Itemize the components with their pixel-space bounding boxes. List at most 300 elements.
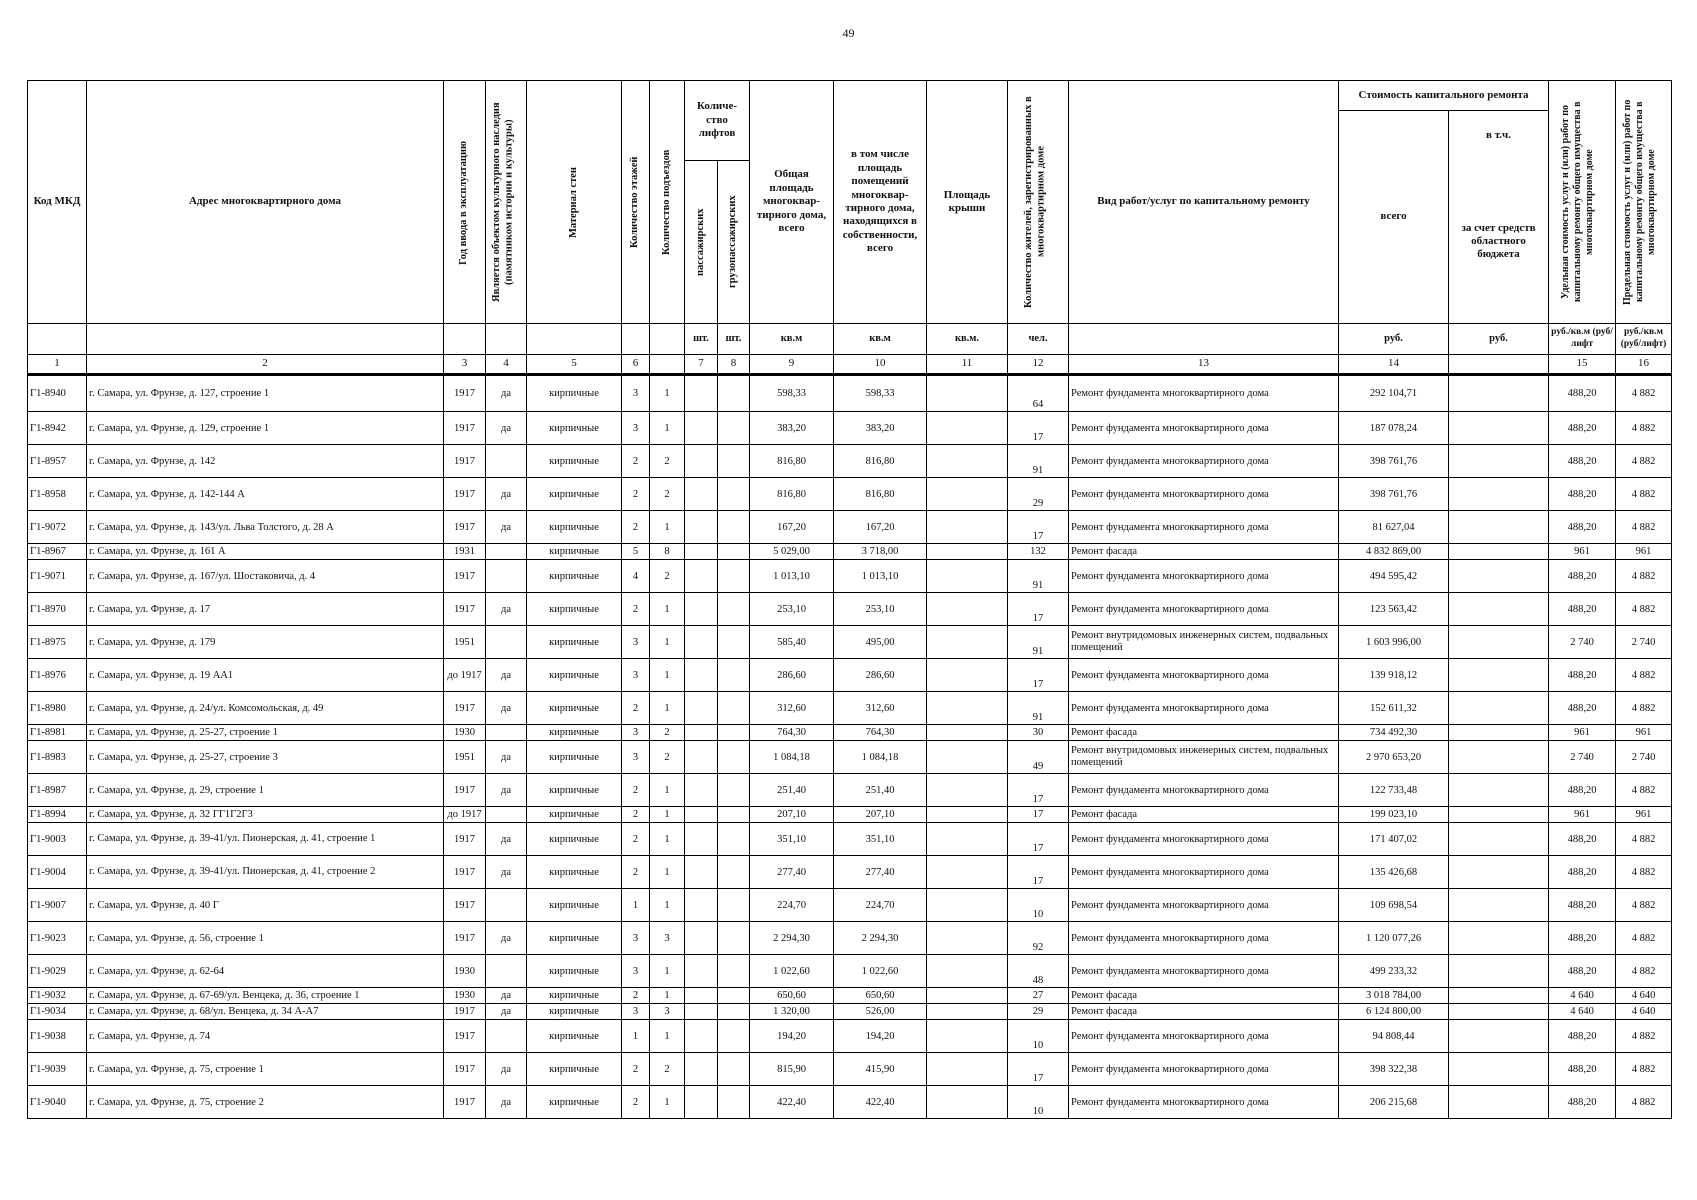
cell-area-owned: 598,33 <box>834 375 927 412</box>
cell-area-owned: 1 013,10 <box>834 560 927 593</box>
cell-kod: Г1-9032 <box>28 988 87 1004</box>
cell-address: г. Самара, ул. Фрунзе, д. 39-41/ул. Пионерская, д. 41, строение 1 <box>87 823 444 856</box>
cell-lifts-cargo <box>718 445 750 478</box>
cell-lifts-pass <box>685 692 718 725</box>
cell-lifts-pass <box>685 511 718 544</box>
cell-kod: Г1-9072 <box>28 511 87 544</box>
cell-lifts-cargo <box>718 823 750 856</box>
table-row <box>28 593 1672 626</box>
cell-material: кирпичные <box>527 593 622 626</box>
cell-cost-total: 398 761,76 <box>1339 445 1449 478</box>
cell-floors: 3 <box>622 659 650 692</box>
cell-material: кирпичные <box>527 807 622 823</box>
cell-roof-area <box>927 922 1008 955</box>
cell-entrances: 1 <box>650 1020 685 1053</box>
cell-lifts-pass <box>685 955 718 988</box>
cell-residents: 49 <box>1008 741 1069 774</box>
cell-cost-total: 187 078,24 <box>1339 412 1449 445</box>
cell-cost-regional <box>1449 774 1549 807</box>
table-row <box>28 511 1672 544</box>
column-number: 7 <box>685 355 718 375</box>
cell-address: г. Самара, ул. Фрунзе, д. 167/ул. Шостаковича, д. 4 <box>87 560 444 593</box>
cell-unit-cost: 488,20 <box>1549 955 1616 988</box>
cell-year: 1917 <box>444 823 486 856</box>
cell-address: г. Самара, ул. Фрунзе, д. 161 А <box>87 544 444 560</box>
cell-area-owned: 383,20 <box>834 412 927 445</box>
cell-lifts-cargo <box>718 659 750 692</box>
cell-address: г. Самара, ул. Фрунзе, д. 19 АА1 <box>87 659 444 692</box>
cell-heritage <box>486 445 527 478</box>
column-number: 12 <box>1008 355 1069 375</box>
column-number: 16 <box>1616 355 1672 375</box>
cell-kod: Г1-9038 <box>28 1020 87 1053</box>
cell-area-total: 224,70 <box>750 889 834 922</box>
column-number <box>650 355 685 375</box>
header-roof-area: Площадь крыши <box>927 81 1008 324</box>
unit-lifts-pass: шт. <box>685 324 718 355</box>
cell-cost-regional <box>1449 725 1549 741</box>
cell-unit-cost: 488,20 <box>1549 478 1616 511</box>
cell-cost-regional <box>1449 659 1549 692</box>
cell-max-cost: 961 <box>1616 544 1672 560</box>
cell-work-type: Ремонт фундамента многоквартирного дома <box>1069 922 1339 955</box>
column-number: 3 <box>444 355 486 375</box>
cell-unit-cost: 4 640 <box>1549 988 1616 1004</box>
cell-lifts-pass <box>685 1086 718 1119</box>
cell-kod: Г1-8958 <box>28 478 87 511</box>
cell-lifts-cargo <box>718 544 750 560</box>
cell-area-owned: 194,20 <box>834 1020 927 1053</box>
cell-cost-total: 135 426,68 <box>1339 856 1449 889</box>
cell-year: 1917 <box>444 445 486 478</box>
cell-address: г. Самара, ул. Фрунзе, д. 40 Г <box>87 889 444 922</box>
header-address: Адрес многоквартирного дома <box>87 81 444 324</box>
cell-area-owned: 351,10 <box>834 823 927 856</box>
unit-lifts-cargo: шт. <box>718 324 750 355</box>
cell-heritage <box>486 955 527 988</box>
cell-floors: 5 <box>622 544 650 560</box>
cell-address: г. Самара, ул. Фрунзе, д. 142-144 А <box>87 478 444 511</box>
cell-address: г. Самара, ул. Фрунзе, д. 68/ул. Венцека, д. 34 А-А7 <box>87 1004 444 1020</box>
unit-cell <box>1069 324 1339 355</box>
cell-entrances: 1 <box>650 511 685 544</box>
cell-year: 1917 <box>444 1053 486 1086</box>
cell-lifts-pass <box>685 626 718 659</box>
cell-unit-cost: 4 640 <box>1549 1004 1616 1020</box>
cell-lifts-pass <box>685 922 718 955</box>
column-number: 11 <box>927 355 1008 375</box>
cell-kod: Г1-8970 <box>28 593 87 626</box>
cell-area-owned: 1 022,60 <box>834 955 927 988</box>
header-lifts-cargo: грузопассажирских <box>718 161 750 324</box>
cell-roof-area <box>927 774 1008 807</box>
cell-residents: 17 <box>1008 412 1069 445</box>
cell-area-owned: 277,40 <box>834 856 927 889</box>
cell-max-cost: 4 640 <box>1616 988 1672 1004</box>
cell-work-type: Ремонт фундамента многоквартирного дома <box>1069 1020 1339 1053</box>
cell-kod: Г1-8942 <box>28 412 87 445</box>
cell-year: до 1917 <box>444 807 486 823</box>
cell-max-cost: 4 882 <box>1616 774 1672 807</box>
cell-max-cost: 4 882 <box>1616 922 1672 955</box>
cell-year: 1930 <box>444 955 486 988</box>
cell-max-cost: 4 640 <box>1616 1004 1672 1020</box>
cell-area-total: 251,40 <box>750 774 834 807</box>
cell-unit-cost: 488,20 <box>1549 511 1616 544</box>
cell-max-cost: 4 882 <box>1616 1053 1672 1086</box>
cell-address: г. Самара, ул. Фрунзе, д. 127, строение 1 <box>87 375 444 412</box>
cell-floors: 2 <box>622 692 650 725</box>
cell-residents: 30 <box>1008 725 1069 741</box>
cell-residents: 17 <box>1008 823 1069 856</box>
unit-cost-total: руб. <box>1339 324 1449 355</box>
cell-lifts-pass <box>685 659 718 692</box>
cell-material: кирпичные <box>527 988 622 1004</box>
cell-area-total: 585,40 <box>750 626 834 659</box>
cell-roof-area <box>927 955 1008 988</box>
cell-lifts-pass <box>685 988 718 1004</box>
cell-work-type: Ремонт фасада <box>1069 988 1339 1004</box>
column-number: 15 <box>1549 355 1616 375</box>
table-row <box>28 692 1672 725</box>
cell-cost-regional <box>1449 807 1549 823</box>
cell-max-cost: 4 882 <box>1616 375 1672 412</box>
cell-max-cost: 2 740 <box>1616 626 1672 659</box>
cell-max-cost: 961 <box>1616 807 1672 823</box>
table-row <box>28 1086 1672 1119</box>
header-work-type: Вид работ/услуг по капитальному ремонту <box>1069 81 1339 324</box>
cell-heritage: да <box>486 741 527 774</box>
cell-cost-regional <box>1449 626 1549 659</box>
cell-residents: 29 <box>1008 1004 1069 1020</box>
cell-kod: Г1-9004 <box>28 856 87 889</box>
header-year: Год ввода в эксплуатацию <box>444 81 486 324</box>
cell-lifts-cargo <box>718 511 750 544</box>
cell-material: кирпичные <box>527 478 622 511</box>
cell-work-type: Ремонт фундамента многоквартирного дома <box>1069 445 1339 478</box>
cell-roof-area <box>927 889 1008 922</box>
cell-area-total: 815,90 <box>750 1053 834 1086</box>
cell-kod: Г1-9034 <box>28 1004 87 1020</box>
header-area-owned: в том числе площадь помещений многоквар-тирного дома, находящихся в собственности, всего <box>834 81 927 324</box>
cell-lifts-pass <box>685 741 718 774</box>
cell-cost-total: 139 918,12 <box>1339 659 1449 692</box>
cell-residents: 91 <box>1008 692 1069 725</box>
cell-kod: Г1-8994 <box>28 807 87 823</box>
cell-year: 1917 <box>444 889 486 922</box>
cell-work-type: Ремонт фундамента многоквартирного дома <box>1069 412 1339 445</box>
cell-heritage: да <box>486 692 527 725</box>
header-material: Материал стен <box>527 81 622 324</box>
cell-work-type: Ремонт фундамента многоквартирного дома <box>1069 823 1339 856</box>
cell-address: г. Самара, ул. Фрунзе, д. 17 <box>87 593 444 626</box>
cell-area-owned: 312,60 <box>834 692 927 725</box>
header-unit-cost: Удельная стоимость услуг и (или) работ по капитальному ремонту общего имущества в многоквартирном доме <box>1549 81 1616 324</box>
cell-unit-cost: 488,20 <box>1549 593 1616 626</box>
cell-roof-area <box>927 1004 1008 1020</box>
cell-area-total: 1 084,18 <box>750 741 834 774</box>
table-row <box>28 774 1672 807</box>
cell-kod: Г1-9003 <box>28 823 87 856</box>
cell-max-cost: 4 882 <box>1616 889 1672 922</box>
cell-heritage: да <box>486 774 527 807</box>
cell-floors: 2 <box>622 1086 650 1119</box>
cell-lifts-pass <box>685 412 718 445</box>
unit-cell <box>486 324 527 355</box>
cell-work-type: Ремонт фасада <box>1069 1004 1339 1020</box>
cell-floors: 2 <box>622 593 650 626</box>
cell-cost-total: 94 808,44 <box>1339 1020 1449 1053</box>
cell-floors: 2 <box>622 823 650 856</box>
cell-heritage: да <box>486 922 527 955</box>
column-number: 5 <box>527 355 622 375</box>
cell-roof-area <box>927 692 1008 725</box>
cell-material: кирпичные <box>527 1004 622 1020</box>
cell-entrances: 1 <box>650 692 685 725</box>
cell-year: 1930 <box>444 725 486 741</box>
cell-address: г. Самара, ул. Фрунзе, д. 29, строение 1 <box>87 774 444 807</box>
cell-year: 1917 <box>444 511 486 544</box>
cell-lifts-pass <box>685 856 718 889</box>
cell-residents: 132 <box>1008 544 1069 560</box>
cell-heritage: да <box>486 1086 527 1119</box>
cell-area-owned: 2 294,30 <box>834 922 927 955</box>
cell-work-type: Ремонт фундамента многоквартирного дома <box>1069 955 1339 988</box>
cell-year: 1917 <box>444 412 486 445</box>
cell-area-owned: 816,80 <box>834 478 927 511</box>
cell-lifts-cargo <box>718 988 750 1004</box>
cell-work-type: Ремонт внутридомовых инженерных систем, подвальных помещений <box>1069 626 1339 659</box>
cell-unit-cost: 961 <box>1549 807 1616 823</box>
unit-unit-cost: руб./кв.м (руб/лифт <box>1549 324 1616 355</box>
cell-floors: 2 <box>622 511 650 544</box>
cell-material: кирпичные <box>527 511 622 544</box>
cell-cost-total: 4 832 869,00 <box>1339 544 1449 560</box>
cell-lifts-pass <box>685 725 718 741</box>
header-residents: Количество жителей, зарегистрированных в многоквартирном доме <box>1008 81 1069 324</box>
cell-floors: 4 <box>622 560 650 593</box>
cell-entrances: 2 <box>650 741 685 774</box>
cell-address: г. Самара, ул. Фрунзе, д. 39-41/ул. Пионерская, д. 41, строение 2 <box>87 856 444 889</box>
table-row <box>28 922 1672 955</box>
cell-cost-regional <box>1449 856 1549 889</box>
cell-area-owned: 167,20 <box>834 511 927 544</box>
cell-area-total: 383,20 <box>750 412 834 445</box>
cell-year: 1917 <box>444 692 486 725</box>
cell-max-cost: 4 882 <box>1616 823 1672 856</box>
cell-cost-total: 494 595,42 <box>1339 560 1449 593</box>
cell-entrances: 1 <box>650 659 685 692</box>
cell-address: г. Самара, ул. Фрунзе, д. 75, строение 2 <box>87 1086 444 1119</box>
cell-entrances: 1 <box>650 774 685 807</box>
cell-area-total: 312,60 <box>750 692 834 725</box>
cell-entrances: 1 <box>650 807 685 823</box>
cell-kod: Г1-9023 <box>28 922 87 955</box>
cell-cost-regional <box>1449 375 1549 412</box>
cell-max-cost: 961 <box>1616 725 1672 741</box>
cell-cost-total: 122 733,48 <box>1339 774 1449 807</box>
cell-material: кирпичные <box>527 1053 622 1086</box>
cell-lifts-cargo <box>718 922 750 955</box>
unit-cell <box>650 324 685 355</box>
cell-area-owned: 251,40 <box>834 774 927 807</box>
cell-max-cost: 4 882 <box>1616 412 1672 445</box>
cell-floors: 2 <box>622 807 650 823</box>
cell-area-owned: 3 718,00 <box>834 544 927 560</box>
cell-floors: 2 <box>622 478 650 511</box>
cell-max-cost: 4 882 <box>1616 511 1672 544</box>
cell-unit-cost: 488,20 <box>1549 922 1616 955</box>
cell-entrances: 8 <box>650 544 685 560</box>
cell-cost-total: 398 761,76 <box>1339 478 1449 511</box>
cell-max-cost: 4 882 <box>1616 478 1672 511</box>
cell-entrances: 1 <box>650 955 685 988</box>
column-number: 4 <box>486 355 527 375</box>
cell-entrances: 2 <box>650 560 685 593</box>
cell-cost-total: 123 563,42 <box>1339 593 1449 626</box>
page-number: 49 <box>842 26 855 40</box>
cell-kod: Г1-8940 <box>28 375 87 412</box>
header-cost-group: Стоимость капитального ремонта <box>1339 81 1549 111</box>
header-floors: Количество этажей <box>622 81 650 324</box>
cell-heritage: да <box>486 856 527 889</box>
cell-roof-area <box>927 725 1008 741</box>
cell-residents: 17 <box>1008 511 1069 544</box>
table-row <box>28 412 1672 445</box>
table-row <box>28 856 1672 889</box>
cell-cost-regional <box>1449 478 1549 511</box>
cell-entrances: 1 <box>650 889 685 922</box>
cell-area-total: 1 013,10 <box>750 560 834 593</box>
cell-max-cost: 2 740 <box>1616 741 1672 774</box>
cell-material: кирпичные <box>527 922 622 955</box>
cell-material: кирпичные <box>527 560 622 593</box>
table-row <box>28 626 1672 659</box>
cell-kod: Г1-8957 <box>28 445 87 478</box>
cell-kod: Г1-9040 <box>28 1086 87 1119</box>
cell-work-type: Ремонт фундамента многоквартирного дома <box>1069 774 1339 807</box>
cell-heritage <box>486 807 527 823</box>
cell-max-cost: 4 882 <box>1616 560 1672 593</box>
cell-entrances: 1 <box>650 375 685 412</box>
cell-unit-cost: 488,20 <box>1549 1053 1616 1086</box>
cell-work-type: Ремонт фасада <box>1069 725 1339 741</box>
cell-area-total: 422,40 <box>750 1086 834 1119</box>
cell-area-total: 816,80 <box>750 445 834 478</box>
cell-max-cost: 4 882 <box>1616 593 1672 626</box>
cell-address: г. Самара, ул. Фрунзе, д. 179 <box>87 626 444 659</box>
cell-entrances: 1 <box>650 412 685 445</box>
unit-cell <box>527 324 622 355</box>
cell-lifts-cargo <box>718 412 750 445</box>
column-number: 6 <box>622 355 650 375</box>
cell-lifts-pass <box>685 478 718 511</box>
cell-cost-regional <box>1449 889 1549 922</box>
cell-lifts-pass <box>685 560 718 593</box>
cell-area-total: 764,30 <box>750 725 834 741</box>
cell-cost-total: 292 104,71 <box>1339 375 1449 412</box>
cell-heritage <box>486 889 527 922</box>
cell-cost-regional <box>1449 1004 1549 1020</box>
cell-cost-total: 206 215,68 <box>1339 1086 1449 1119</box>
cell-area-total: 167,20 <box>750 511 834 544</box>
cell-roof-area <box>927 988 1008 1004</box>
cell-cost-total: 171 407,02 <box>1339 823 1449 856</box>
cell-work-type: Ремонт фасада <box>1069 544 1339 560</box>
cell-area-total: 816,80 <box>750 478 834 511</box>
header-area-total: Общая площадь многоквар-тирного дома, всего <box>750 81 834 324</box>
cell-roof-area <box>927 1020 1008 1053</box>
cell-lifts-cargo <box>718 593 750 626</box>
cell-cost-regional <box>1449 741 1549 774</box>
cell-entrances: 1 <box>650 856 685 889</box>
column-number: 10 <box>834 355 927 375</box>
cell-max-cost: 4 882 <box>1616 1086 1672 1119</box>
unit-cell <box>87 324 444 355</box>
cell-roof-area <box>927 823 1008 856</box>
cell-floors: 3 <box>622 1004 650 1020</box>
table-row <box>28 807 1672 823</box>
cell-unit-cost: 488,20 <box>1549 823 1616 856</box>
cell-residents: 92 <box>1008 922 1069 955</box>
cell-heritage <box>486 725 527 741</box>
cell-roof-area <box>927 626 1008 659</box>
cell-lifts-cargo <box>718 1053 750 1086</box>
cell-material: кирпичные <box>527 1020 622 1053</box>
cell-roof-area <box>927 560 1008 593</box>
cell-heritage <box>486 626 527 659</box>
header-heritage: Является объектом культурного наследия (памятником истории и культуры) <box>486 81 527 324</box>
cell-cost-regional <box>1449 445 1549 478</box>
cell-floors: 3 <box>622 922 650 955</box>
header-max-cost: Предельная стоимость услуг и (или) работ по капитальному ремонту общего имущества в многоквартирном доме <box>1616 81 1672 324</box>
cell-floors: 2 <box>622 445 650 478</box>
cell-cost-regional <box>1449 560 1549 593</box>
cell-unit-cost: 488,20 <box>1549 560 1616 593</box>
cell-cost-total: 2 970 653,20 <box>1339 741 1449 774</box>
cell-cost-total: 152 611,32 <box>1339 692 1449 725</box>
cell-year: 1917 <box>444 1004 486 1020</box>
cell-lifts-cargo <box>718 955 750 988</box>
cell-lifts-pass <box>685 544 718 560</box>
cell-lifts-pass <box>685 445 718 478</box>
header-cost-total: всего <box>1339 111 1449 324</box>
cell-roof-area <box>927 856 1008 889</box>
cell-material: кирпичные <box>527 445 622 478</box>
table-row <box>28 725 1672 741</box>
cell-kod: Г1-8976 <box>28 659 87 692</box>
cell-year: 1917 <box>444 478 486 511</box>
cell-lifts-pass <box>685 1053 718 1086</box>
cell-area-owned: 650,60 <box>834 988 927 1004</box>
unit-cell <box>622 324 650 355</box>
cell-heritage: да <box>486 593 527 626</box>
cell-floors: 1 <box>622 1020 650 1053</box>
cell-address: г. Самара, ул. Фрунзе, д. 24/ул. Комсомольская, д. 49 <box>87 692 444 725</box>
header-kod: Код МКД <box>28 81 87 324</box>
cell-work-type: Ремонт фасада <box>1069 807 1339 823</box>
cell-entrances: 1 <box>650 593 685 626</box>
cell-material: кирпичные <box>527 741 622 774</box>
cell-lifts-cargo <box>718 889 750 922</box>
cell-floors: 3 <box>622 741 650 774</box>
cell-year: 1917 <box>444 774 486 807</box>
cell-cost-total: 109 698,54 <box>1339 889 1449 922</box>
cell-roof-area <box>927 544 1008 560</box>
cell-max-cost: 4 882 <box>1616 1020 1672 1053</box>
header-lifts-pass: пассажирских <box>685 161 718 324</box>
cell-area-owned: 495,00 <box>834 626 927 659</box>
